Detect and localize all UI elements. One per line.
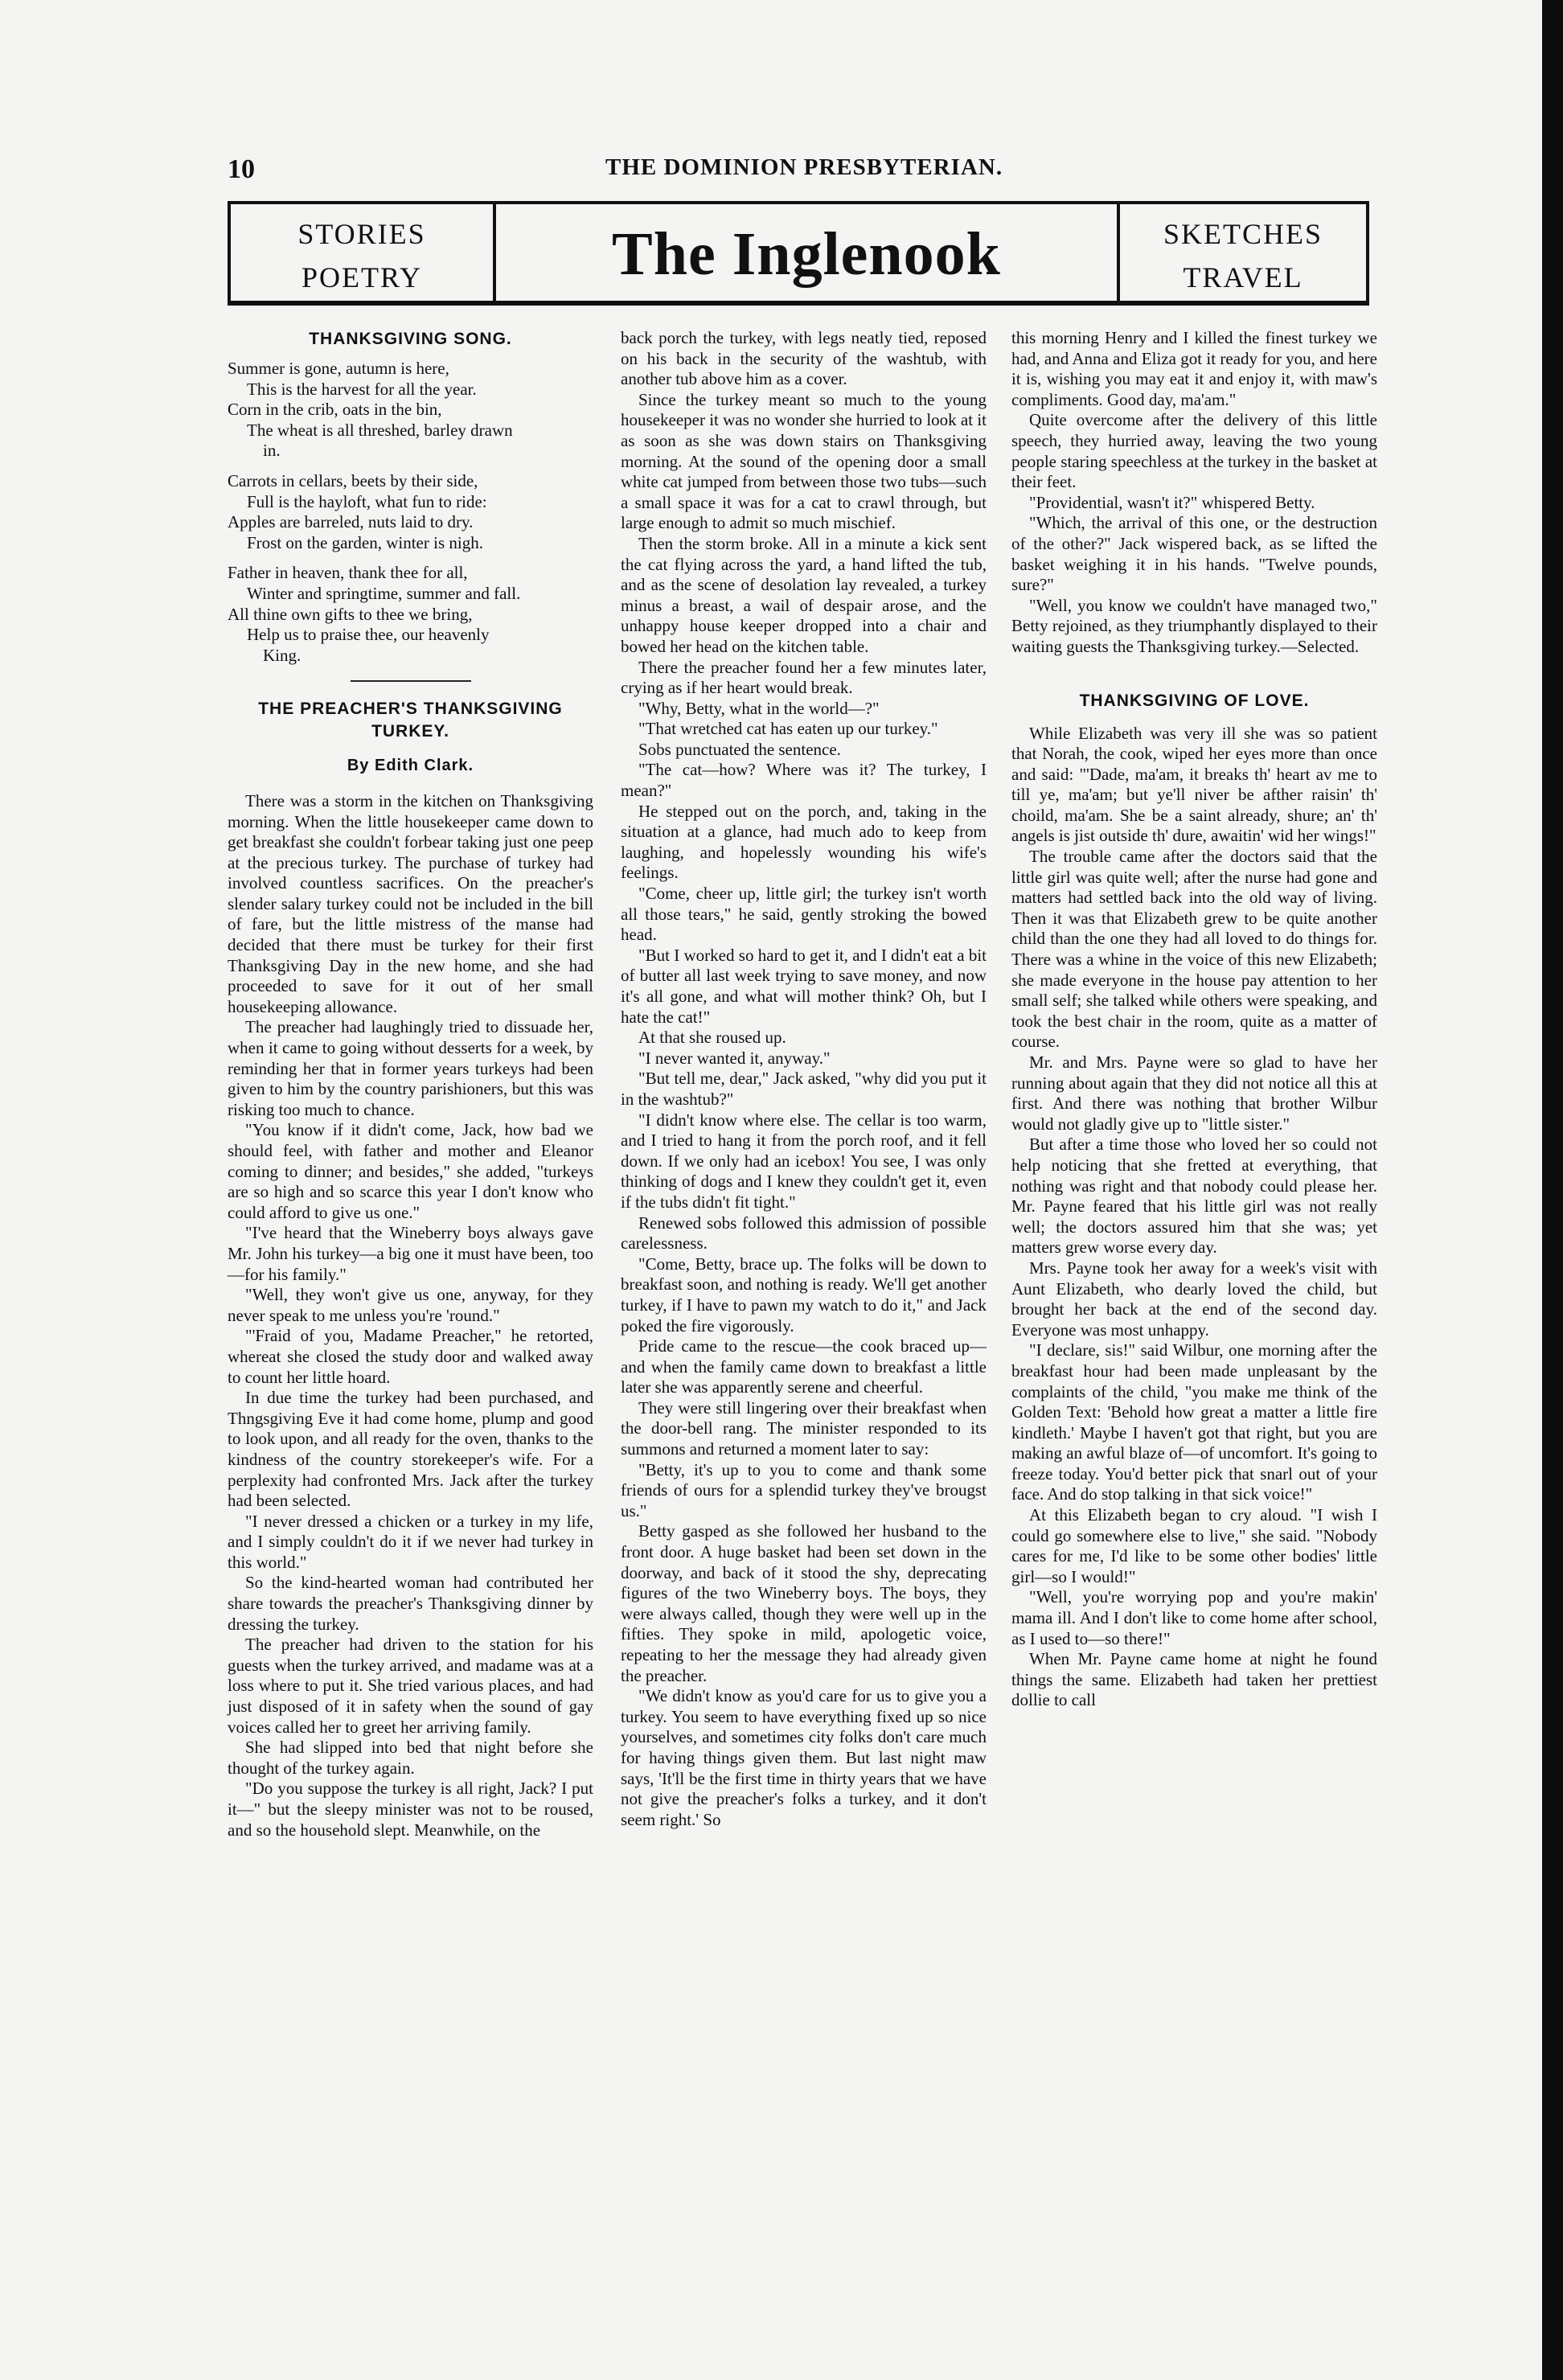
song-title: THANKSGIVING SONG. (309, 330, 512, 348)
paragraph: When Mr. Payne came home at night he found things the same. Elizabeth had taken her prettiest dollie to call (1011, 1649, 1377, 1710)
stanza (228, 359, 593, 462)
poem-line: Apples are barreled, nuts laid to dry. (228, 512, 474, 532)
paragraph: "But tell me, dear," Jack asked, "why did you put it in the washtub?" (621, 1069, 987, 1109)
paragraph: "Well, they won't give us one, anyway, for they never speak to me unless you're 'round." (228, 1285, 593, 1325)
poem (228, 359, 593, 666)
masthead-left (231, 204, 496, 301)
poem-line: Full is the hayloft, what fun to ride: (247, 491, 487, 511)
paragraph: In due time the turkey had been purchased, and Thngsgiving Eve it had come home, plump and good to look upon, and all ready for the oven, thanks to the kindness of the country storekeeper's wife. For a perplexity had confronted Mrs. Jack after the turkey had been selected. (228, 1388, 593, 1511)
paragraph: this morning Henry and I killed the finest turkey we had, and Anna and Eliza got it ready for you, and here it is, wishing you may eat it and enjoy it, with maw's compliments. Good day, ma'am." (1011, 328, 1377, 409)
poem-line: in. (263, 441, 281, 461)
journal-title: THE DOMINION PRESBYTERIAN. (605, 154, 1003, 180)
paragraph: Then the storm broke. All in a minute a kick sent the cat flying across the yard, a hand lifted the tub, and as the scene of desolation lay revealed, a turkey minus a breast, a wail of despair arose, and the unhappy house keeper dropped into a chair and bowed her head on the kitchen table. (621, 533, 987, 656)
paragraph: Pride came to the rescue—the cook braced up—and when the family came down to breakfast a little later she was apparently serene and cheerful. (621, 1336, 987, 1397)
column-2 (621, 328, 987, 1830)
paragraph: He stepped out on the porch, and, taking in the situation at a glance, had much ado to keep from laughing, and hopelessly wounding his wife's feelings. (621, 801, 987, 883)
poem-line: All thine own gifts to thee we bring, (228, 604, 473, 624)
paragraph: "Which, the arrival of this one, or the destruction of the other?" Jack wispered back, as se lifted the basket weighing it in his hands. "Twelve pounds, sure?" (1011, 513, 1377, 595)
paragraph: Sobs punctuated the sentence. (638, 739, 841, 759)
paragraph: "I've heard that the Wineberry boys always gave Mr. John his turkey—a big one it must have been, too—for his family." (228, 1223, 593, 1284)
paragraph: Since the turkey meant so much to the young housekeeper it was no wonder she hurried to look at it as soon as she was down stairs on Thanksgiving morning. At the sound of the opening door a small white cat jumped from between those two tubs—such a small space it was for a cat to crawl through, but large enough to admit so much mischief. (621, 389, 987, 533)
paragraph: "I declare, sis!" said Wilbur, one morning after the breakfast hour had been made unpleasant by the complaints of the child, "you make me think of the Golden Text: 'Behold how great a matter a little fire kindleth.' Maybe I haven't got that right, but you are making an awful blaze of—of uncomfort. It's going to freeze today. You'd better pick that snarl out of your face. And do stop talking in that sick voice!" (1011, 1340, 1377, 1504)
paragraph: There the preacher found her a few minutes later, crying as if her heart would break. (621, 657, 987, 698)
paragraph: "Come, cheer up, little girl; the turkey isn't worth all those tears," he said, gently stroking the bowed head. (621, 884, 987, 945)
paragraph: "Well, you're worrying pop and you're makin' mama ill. And I don't like to come home after school, as I used to—so there!" (1011, 1587, 1377, 1648)
paragraph: "I never wanted it, anyway." (638, 1048, 831, 1068)
scan-edge (1542, 0, 1563, 2380)
paragraph: They were still lingering over their breakfast when the door-bell rang. The minister responded to its summons and returned a moment later to say: (621, 1397, 987, 1459)
byline: By Edith Clark. (347, 757, 474, 775)
section-title: The Inglenook (612, 220, 1001, 288)
masthead (228, 201, 1369, 306)
paragraph: Renewed sobs followed this admission of possible carelessness. (621, 1213, 987, 1254)
divider (351, 680, 471, 682)
paragraph: There was a storm in the kitchen on Thanksgiving morning. When the little housekeeper came down to get breakfast she couldn't forbear taking just one peep at the precious turkey. The purchase of turkey had involved countless sacrifices. On the preacher's slender salary turkey could not be included in the bill of fare, but the little mistress of the manse had decided that there must be turkey for their first Thanksgiving Day in the new home, and she had proceeded to save for it out of her small housekeeping allowance. (228, 790, 593, 1016)
paragraph: back porch the turkey, with legs neatly tied, reposed on his back in the security of the washtub, with another tub above him as a cover. (621, 328, 987, 389)
paragraph: So the kind-hearted woman had contributed her share towards the preacher's Thanksgiving dinner by dressing the turkey. (228, 1573, 593, 1634)
paragraph: "The cat—how? Where was it? The turkey, I mean?" (621, 760, 987, 801)
stanza (228, 563, 593, 666)
paragraph: "Do you suppose the turkey is all right, Jack? I put it—" but the sleepy minister was not to be roused, and so the household slept. Meanwhile, on the (228, 1779, 593, 1840)
paragraph: Betty gasped as she followed her husband to the front door. A huge basket had been set down in the doorway, and back of it stood the shy, deprecating figures of the two Wineberry boys. The boys, they were always called, though they were well up in the fifties. They spoke in mild, apologetic voice, repeating to her the message they had already given the preacher. (621, 1521, 987, 1685)
poem-line: Summer is gone, autumn is here, (228, 359, 449, 378)
poem-line: Winter and springtime, summer and fall. (247, 583, 521, 603)
paragraph: At this Elizabeth began to cry aloud. "I wish I could go somewhere else to live," she said. "Nobody cares for me, I'd like to be some other bodies' little girl—so I would!" (1011, 1505, 1377, 1586)
paragraph: "That wretched cat has eaten up our turkey." (638, 719, 938, 739)
paragraph: The preacher had driven to the station for his guests when the turkey arrived, and madame was at a loss where to put it. She tried various places, and had just disposed of it in safety when the sound of gay voices called her to greet her arriving family. (228, 1635, 593, 1737)
poem-line: This is the harvest for all the year. (247, 379, 477, 399)
masthead-right-line: SKETCHES (1163, 218, 1323, 250)
poem-line: King. (263, 645, 302, 665)
paragraph: Quite overcome after the delivery of this little speech, they hurried away, leaving the two young people staring speechless at the turkey in the basket at their feet. (1011, 410, 1377, 492)
stanza (228, 471, 593, 553)
paragraph: "Providential, wasn't it?" whispered Betty. (1029, 492, 1315, 512)
poem-line: The wheat is all threshed, barley drawn (247, 420, 513, 440)
column-3 (1011, 328, 1377, 1711)
paragraph: "You know if it didn't come, Jack, how bad we should feel, with father and mother and Eleanor coming to dinner; and besides," she added, "turkeys are so high and so scarce this year I don't know who could afford to give us one." (228, 1120, 593, 1222)
poem-line: Help us to praise thee, our heavenly (247, 625, 490, 645)
spacer (1011, 658, 1377, 690)
column-1 (228, 328, 593, 1840)
masthead-right-line: TRAVEL (1183, 261, 1303, 293)
paragraph: "I didn't know where else. The cellar is too warm, and I tried to hang it from the porch roof, and it fell down. If we only had an icebox! You see, I was only thinking of dogs and I knew they couldn't get it, even if the tubs didn't fit tight." (621, 1110, 987, 1212)
page-header (228, 154, 1353, 182)
masthead-right (1117, 204, 1366, 301)
paragraph: But after a time those who loved her so could not help noticing that she fretted at everything, that nothing was right and that nobody could please her. Mr. Payne feared that his little girl was not really well; the doctors assured him that she was; yet matters grew worse every day. (1011, 1135, 1377, 1258)
paragraph: "Betty, it's up to you to come and thank some friends of ours for a splendid turkey they've brougst us." (621, 1459, 987, 1520)
paragraph: Mrs. Payne took her away for a week's visit with Aunt Elizabeth, who dearly loved the child, but brought her back at the end of the second day. Everyone was most unhappy. (1011, 1258, 1377, 1340)
paragraph: "Come, Betty, brace up. The folks will be down to breakfast soon, and nothing is ready. We'll get another turkey, if I have to pawn my watch to do it," and Jack poked the fire vigorously. (621, 1254, 987, 1336)
love-title: THANKSGIVING OF LOVE. (1079, 691, 1310, 710)
paragraph: The preacher had laughingly tried to dissuade her, when it came to going without desserts for a week, by reminding her that in former years turkeys had been given to him by the country parishioners, but this was risking too much to chance. (228, 1017, 593, 1119)
masthead-left-line: POETRY (301, 261, 423, 293)
poem-line: Frost on the garden, winter is nigh. (247, 532, 483, 552)
paragraph: The trouble came after the doctors said that the little girl was quite well; after the nurse had gone and matters had settled back into the old way of living. Then it was that Elizabeth grew to be quite another child than the one they had all loved to do things for. There was a whine in the voice of this new Elizabeth; she made everyone in the house pay attention to her small self; she talked while others were speaking, and took the best chair in the room, quite as a matter of course. (1011, 847, 1377, 1052)
paragraph: "We didn't know as you'd care for us to give you a turkey. You seem to have everything fixed up so nice yourselves, and sometimes city folks don't care much for having things given them. But last night maw says, 'It'll be the first time in thirty years that we have not give the preacher's folks a turkey, and it don't seem right.' So (621, 1686, 987, 1829)
paragraph: Mr. and Mrs. Payne were so glad to have her running about again that they did not notice all this at first. And there was nothing that brother Wilbur would not gladly give up to "little sister." (1011, 1053, 1377, 1134)
masthead-left-line: STORIES (297, 218, 426, 250)
paragraph: She had slipped into bed that night before she thought of the turkey again. (228, 1738, 593, 1778)
page-number: 10 (228, 154, 255, 184)
poem-line: Father in heaven, thank thee for all, (228, 563, 468, 583)
paragraph: "I never dressed a chicken or a turkey in my life, and I simply couldn't do it if we never had turkey in this world." (228, 1511, 593, 1572)
paragraph: While Elizabeth was very ill she was so patient that Norah, the cook, wiped her eyes more than once and said: "'Dade, ma'am, it breaks th' heart av me to till ye, ma'am; but ye'll niver be afther raisin' th' choild, ma'am. She be a saint already, shure; an' th' angels is jist outside th' dure, awaitin' wid her wings!" (1011, 723, 1377, 846)
poem-line: Carrots in cellars, beets by their side, (228, 470, 478, 490)
paragraph: "But I worked so hard to get it, and I didn't eat a bit of butter all last week trying to save money, and now it's all gone, and what will mother think? Oh, but I hate the cat!" (621, 945, 987, 1027)
paragraph: "Why, Betty, what in the world—?" (638, 698, 880, 718)
poem-line: Corn in the crib, oats in the bin, (228, 400, 442, 420)
paragraph: "'Fraid of you, Madame Preacher," he retorted, whereat she closed the study door and walked away to count her little hoard. (228, 1326, 593, 1387)
paragraph: "Well, you know we couldn't have managed two," Betty rejoined, as they triumphantly displayed to their waiting guests the Thanksgiving turkey.—Selected. (1011, 595, 1377, 656)
story-title: THE PREACHER'S THANKSGIVING TURKEY. (258, 700, 563, 741)
paragraph: At that she roused up. (638, 1028, 786, 1048)
